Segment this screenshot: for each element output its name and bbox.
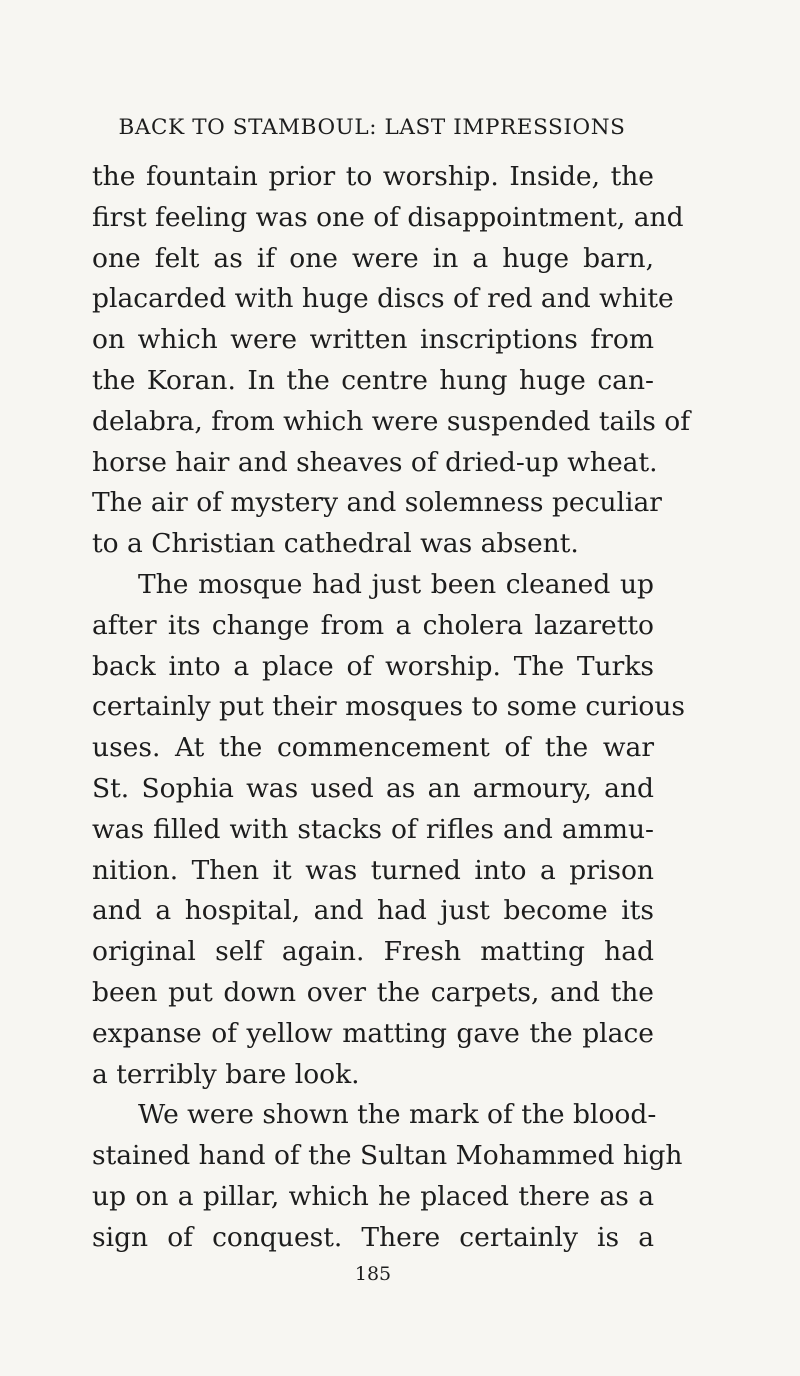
text-line: was filled with stacks of rifles and ammu- xyxy=(92,813,654,845)
text-line: the Koran. In the centre hung huge can- xyxy=(92,364,654,396)
text-line: one felt as if one were in a huge barn, xyxy=(92,242,654,274)
text-line: a terribly bare look. xyxy=(92,1058,360,1090)
text-line: and a hospital, and had just become its xyxy=(92,895,654,927)
text-line: horse hair and sheaves of dried-up wheat. xyxy=(92,446,658,478)
text-line: uses. At the commencement of the war xyxy=(92,732,654,764)
text-line: on which were written inscriptions from xyxy=(92,324,654,356)
text-line: after its change from a cholera lazaretto xyxy=(92,609,654,641)
text-line: to a Christian cathedral was absent. xyxy=(92,528,579,560)
text-line: the fountain prior to worship. Inside, the xyxy=(92,161,654,192)
text-line: St. Sophia was used as an armoury, and xyxy=(92,772,654,804)
text-line: nition. Then it was turned into a prison xyxy=(92,854,654,886)
text-line: back into a place of worship. The Turks xyxy=(92,650,654,682)
text-line: placarded with huge discs of red and white xyxy=(92,283,674,315)
text-line: We were shown the mark of the blood- xyxy=(138,1099,657,1131)
text-line: expanse of yellow matting gave the place xyxy=(92,1017,654,1049)
text-line: certainly put their mosques to some curious xyxy=(92,691,686,723)
text-line: The mosque had just been cleaned up xyxy=(138,568,654,600)
text-line: sign of conquest. There certainly is a xyxy=(92,1221,654,1253)
body-text xyxy=(92,157,691,1259)
text-line: stained hand of the Sultan Mohammed high xyxy=(92,1140,683,1172)
text-line: been put down over the carpets, and the xyxy=(92,976,654,1008)
page-number: 185 xyxy=(354,1262,392,1285)
text-line: The air of mystery and solemness peculiar xyxy=(92,487,662,519)
text-line: delabra, from which were suspended tails of xyxy=(92,405,691,437)
text-line: original self again. Fresh matting had xyxy=(92,936,654,968)
text-line: up on a pillar, which he placed there as a xyxy=(92,1180,654,1212)
text-line: first feeling was one of disappointment, and xyxy=(92,201,684,233)
running-head: BACK TO STAMBOUL: LAST IMPRESSIONS xyxy=(118,115,626,140)
